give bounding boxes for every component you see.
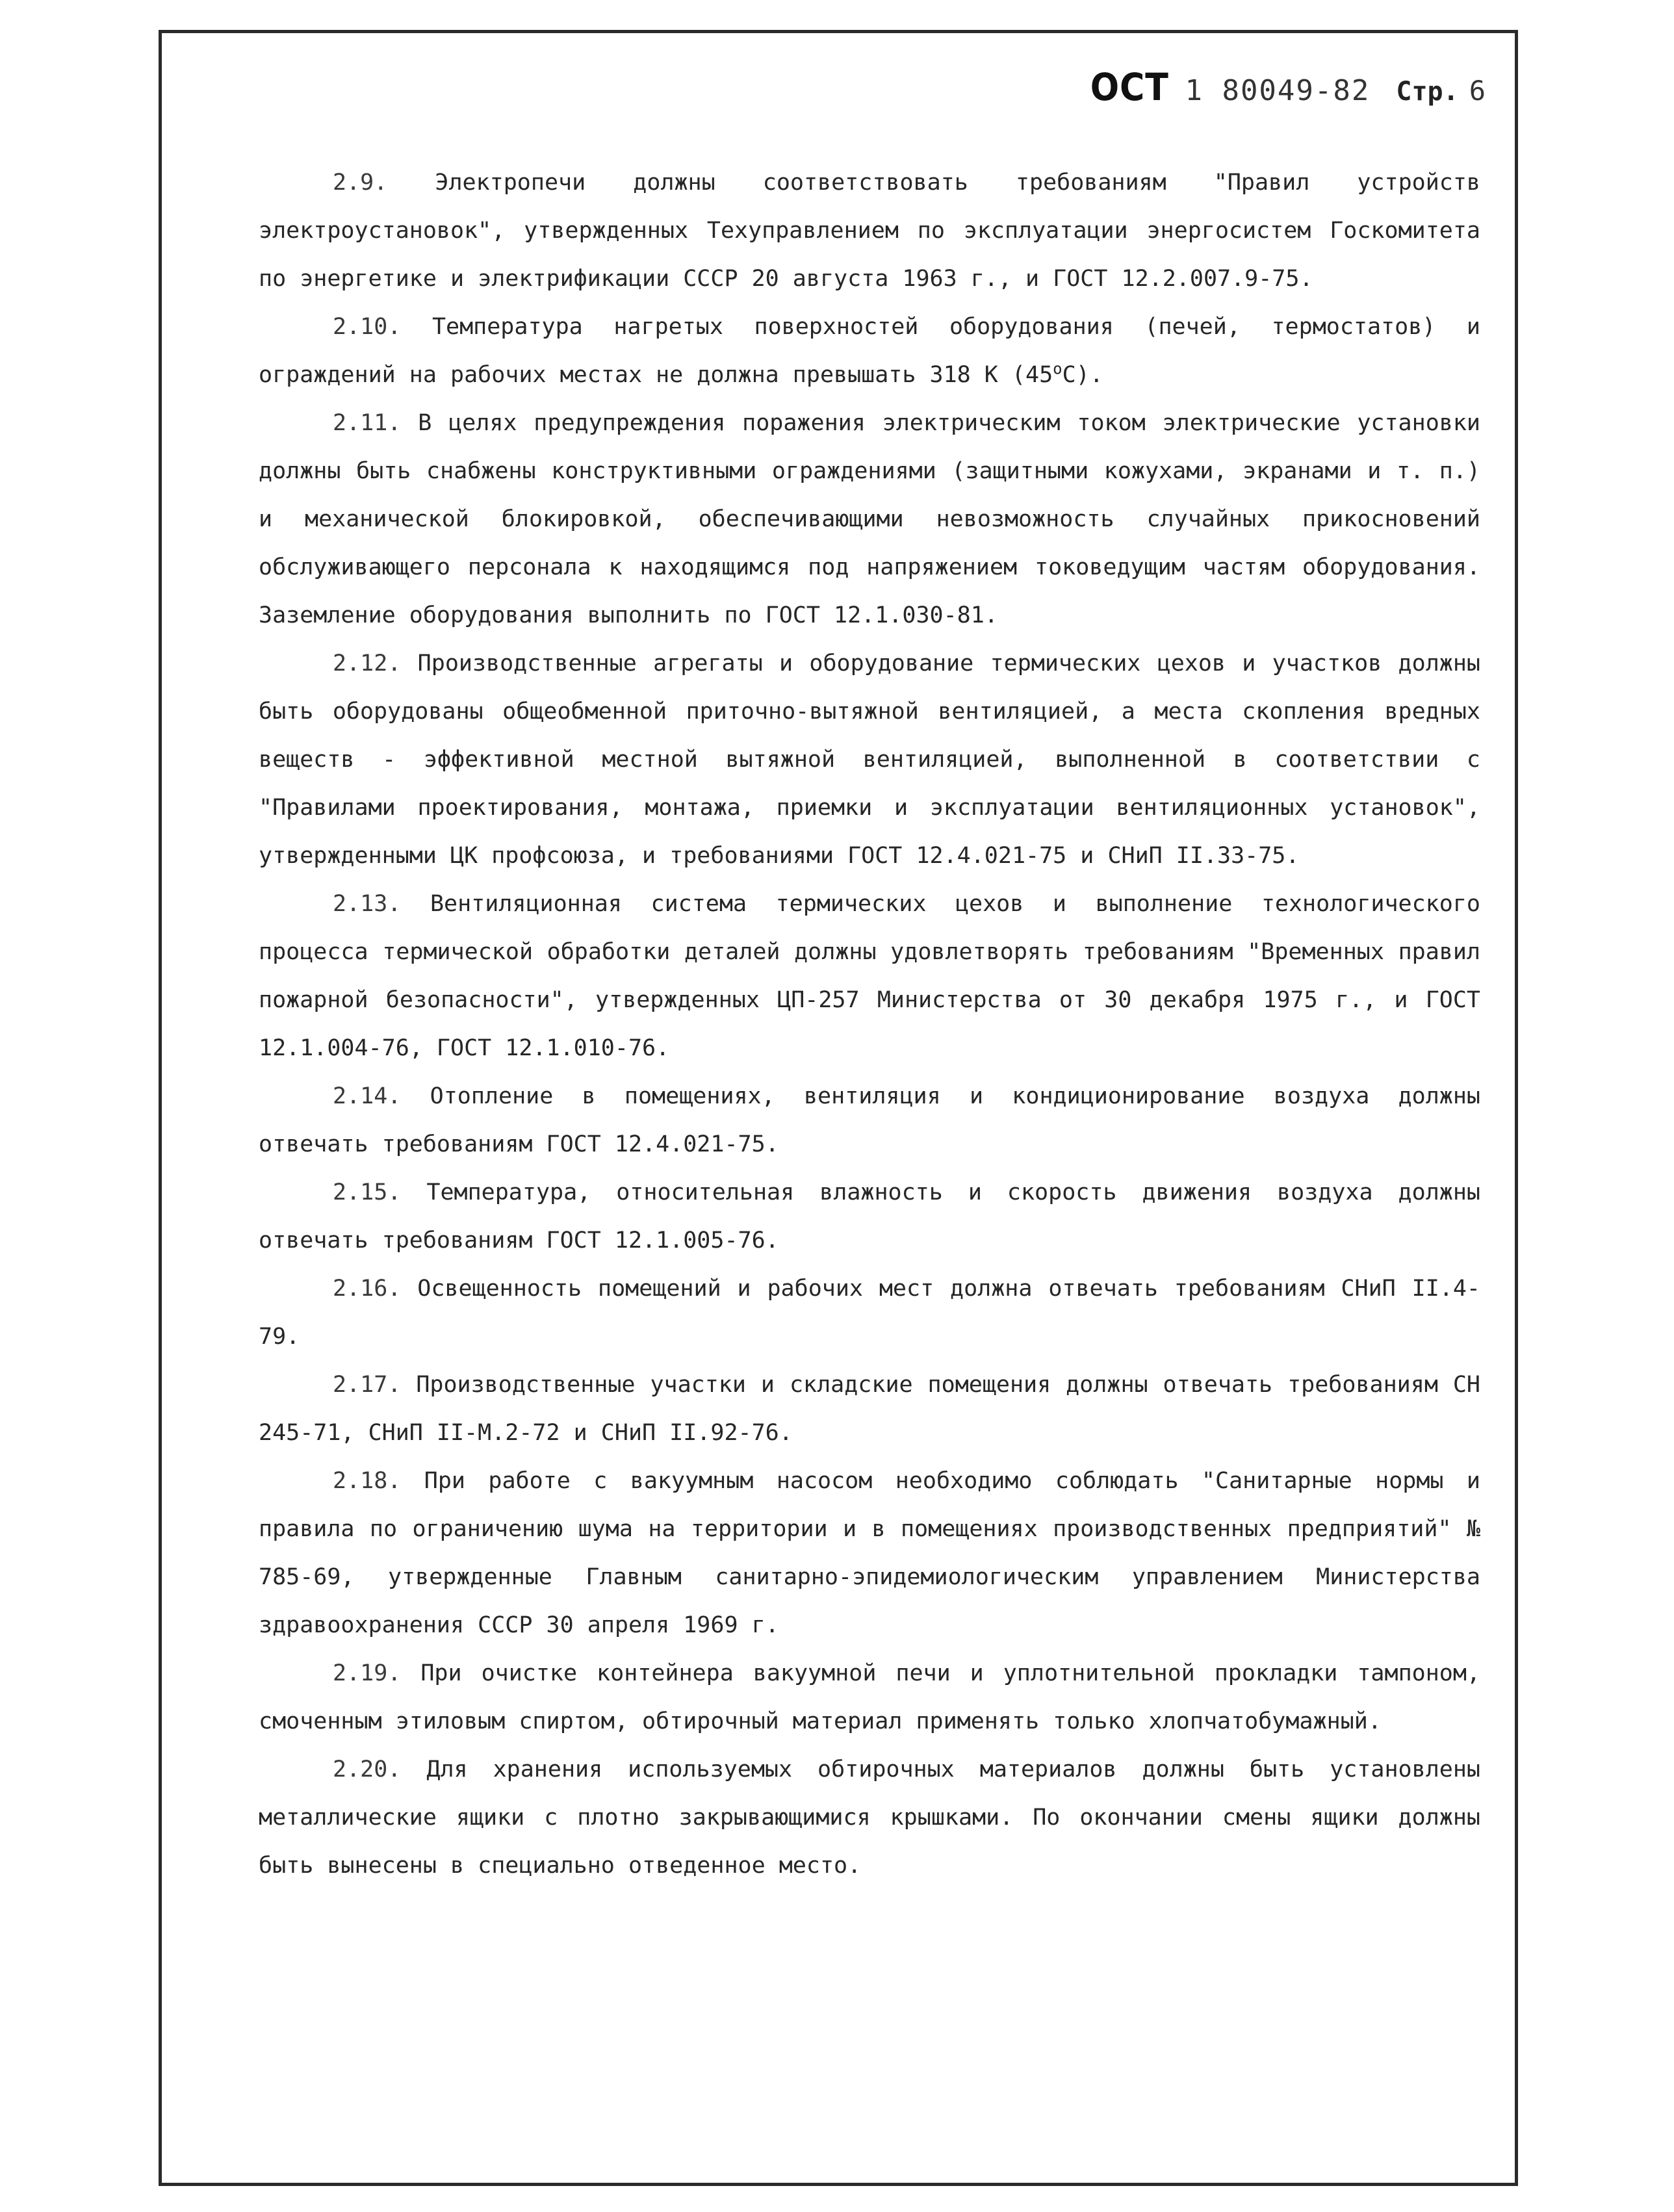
- paragraph-2-11: [259, 399, 1480, 639]
- paragraph-2-18: [259, 1457, 1480, 1649]
- paragraph-2-12: [259, 639, 1480, 880]
- paragraph-number: 2.16.: [333, 1276, 402, 1302]
- paragraph-number: 2.20.: [333, 1756, 402, 1782]
- paragraph-text: В целях предупреждения поражения электрическим током электрические установки должны быть снабжены конструктивными ограждениями (защитными кожухами, экранами и т. п.) и механической блокировкой, обеспечивающими невозможность случайных прикосновений обслуживающего персонала к находящимся под напряжением токоведущим частям оборудования. Заземление оборудования выполнить по ГОСТ 12.1.030-81.: [259, 410, 1480, 628]
- paragraph-2-10: [259, 303, 1480, 399]
- paragraph-number: 2.10.: [333, 314, 402, 340]
- paragraph-number: 2.11.: [333, 410, 402, 436]
- paragraph-text: Освещенность помещений и рабочих мест должна отвечать требованиям СНиП II.4-79.: [259, 1276, 1480, 1350]
- paragraph-number: 2.14.: [333, 1083, 402, 1109]
- page-number: 6: [1469, 75, 1486, 107]
- paragraph-text: Температура, относительная влажность и скорость движения воздуха должны отвечать требованиям ГОСТ 12.1.005-76.: [259, 1179, 1480, 1254]
- paragraph-number: 2.18.: [333, 1468, 402, 1494]
- paragraph-text: При очистке контейнера вакуумной печи и уплотнительной прокладки тампоном, смоченным этиловым спиртом, обтирочный материал применять только хлопчатобумажный.: [259, 1660, 1481, 1734]
- document-header: [1086, 65, 1486, 109]
- paragraph-text: Производственные участки и складские помещения должны отвечать требованиям СН 245-71, СНиП II-М.2-72 и СНиП II.92-76.: [259, 1372, 1480, 1446]
- paragraph-text: При работе с вакуумным насосом необходимо соблюдать "Санитарные нормы и правила по ограничению шума на территории и в помещениях производственных предприятий" № 785-69, утвержденные Главным санитарно-эпидемиологическим управлением Министерства здравоохранения СССР 30 апреля 1969 г.: [259, 1468, 1480, 1638]
- paragraph-text: Производственные агрегаты и оборудование термических цехов и участков должны быть оборудованы общеобменной приточно-вытяжной вентиляцией, а места скопления вредных веществ - эффективной местной вытяжной вентиляцией, выполненной в соответствии с "Правилами проектирования, монтажа, приемки и эксплуатации вентиляционных установок", утвержденными ЦК профсоюза, и требованиями ГОСТ 12.4.021-75 и СНиП II.33-75.: [259, 650, 1480, 869]
- document-body: [259, 159, 1480, 1890]
- paragraph-number: 2.13.: [333, 891, 402, 917]
- paragraph-2-15: [259, 1168, 1480, 1265]
- paragraph-2-13: [259, 880, 1480, 1072]
- paragraph-2-19: [259, 1649, 1480, 1745]
- paragraph-2-14: [259, 1072, 1480, 1168]
- standard-abbreviation: ОСТ: [1090, 65, 1169, 109]
- page-label: Стр.: [1396, 77, 1459, 107]
- paragraph-2-17: [259, 1361, 1480, 1457]
- paragraph-text-end: С).: [1062, 362, 1103, 388]
- paragraph-text: Для хранения используемых обтирочных материалов должны быть установлены металлические ящики с плотно закрывающимися крышками. По окончании смены ящики должны быть вынесены в специально отведенное место.: [259, 1756, 1480, 1879]
- paragraph-2-9: [259, 159, 1480, 303]
- paragraph-text: Электропечи должны соответствовать требованиям "Правил устройств электроустановок", утвержденных Техуправлением по эксплуатации энергосистем Госкомитета по энергетике и электрификации СССР 20 августа 1963 г., и ГОСТ 12.2.007.9-75.: [259, 170, 1480, 292]
- paragraph-number: 2.19.: [333, 1660, 402, 1686]
- paragraph-text: Вентиляционная система термических цехов и выполнение технологического процесса термической обработки деталей должны удовлетворять требованиям "Временных правил пожарной безопасности", утвержденных ЦП-257 Министерства от 30 декабря 1975 г., и ГОСТ 12.1.004-76, ГОСТ 12.1.010-76.: [259, 891, 1480, 1061]
- paragraph-text: Температура нагретых поверхностей оборудования (печей, термостатов) и ограждений на рабочих местах не должна превышать 318 К (45: [259, 314, 1480, 388]
- paragraph-number: 2.15.: [333, 1179, 402, 1205]
- paragraph-number: 2.17.: [333, 1372, 402, 1398]
- paragraph-text: Отопление в помещениях, вентиляция и кондиционирование воздуха должны отвечать требованиям ГОСТ 12.4.021-75.: [259, 1083, 1481, 1157]
- paragraph-2-20: [259, 1745, 1480, 1890]
- paragraph-2-16: [259, 1265, 1480, 1361]
- degree-superscript: о: [1053, 359, 1062, 378]
- standard-number: 1 80049-82: [1185, 74, 1371, 107]
- paragraph-number: 2.9.: [333, 170, 388, 196]
- paragraph-number: 2.12.: [333, 650, 402, 676]
